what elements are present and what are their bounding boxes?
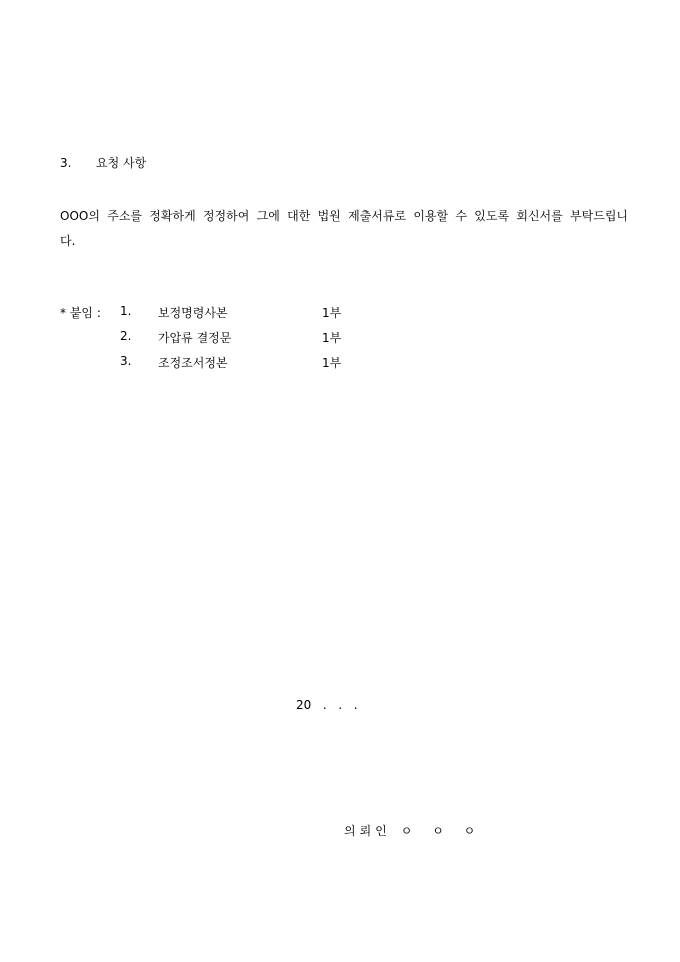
signer-label: 의뢰인	[344, 824, 391, 838]
signer-name: ㅇ ㅇ ㅇ	[400, 824, 484, 838]
attachment-number: 1.	[120, 304, 132, 318]
date-line: 20 . . .	[296, 698, 358, 712]
attachment-label: * 붙임 :	[60, 306, 101, 320]
signer-block	[344, 822, 483, 839]
attachment-quantity: 1부	[322, 306, 342, 320]
section-number: 3.	[60, 156, 72, 170]
attachment-number: 3.	[120, 354, 132, 368]
attachment-quantity: 1부	[322, 331, 342, 345]
attachment-name: 보정명령사본	[158, 306, 228, 320]
request-body-text: OOO의 주소를 정확하게 정정하여 그에 대한 법원 제출서류로 이용할 수 있도록 회신서를 부탁드립니다.	[60, 209, 628, 248]
attachment-quantity: 1부	[322, 356, 342, 370]
attachment-number: 2.	[120, 329, 132, 343]
attachment-name: 조정조서정본	[158, 356, 228, 370]
section-heading	[60, 154, 146, 171]
attachment-name: 가압류 결정문	[158, 331, 232, 345]
section-title: 요청 사항	[96, 156, 147, 170]
